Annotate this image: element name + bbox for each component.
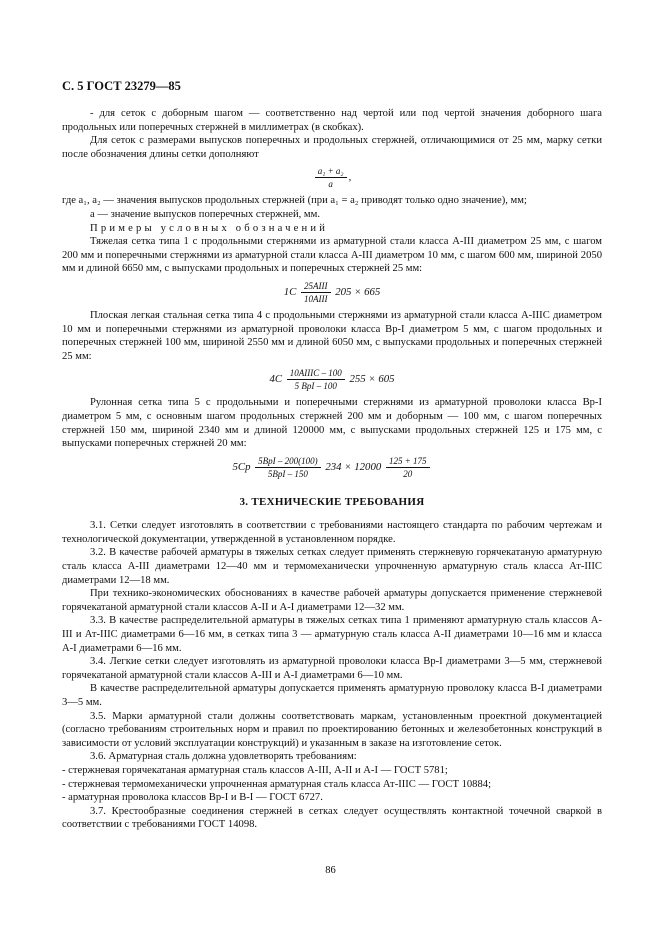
fraction-denominator: 20 xyxy=(403,468,413,479)
fraction-numerator: a₁ + a₂ xyxy=(315,165,347,178)
paragraph: - для сеток с доборным шагом — соответственно над чертой или под чертой значения доборного шага продольных или поперечных стержней в миллиметрах (в скобках). xyxy=(62,108,602,133)
formula-prefix: 4С xyxy=(269,373,283,386)
formula-prefix: 1С xyxy=(283,285,297,298)
paragraph: При технико-экономических обоснованиях в качестве рабочей арматуры допускается применение стержневой горячекатаной арматурной стали классов А-II и А-I диаметрами 12—32 мм. xyxy=(62,588,602,613)
fraction-numerator: 5ВрI – 200(100) xyxy=(255,455,321,468)
formula-prefix: 5Ср xyxy=(232,460,251,473)
fraction-denominator: 5 ВрI – 100 xyxy=(294,381,337,392)
paragraph: 3.1. Сетки следует изготовлять в соответствии с требованиями настоящего стандарта по рабочим чертежам и технологической документации, утвержденной в установленном порядке. xyxy=(62,520,602,545)
document-body xyxy=(62,107,602,832)
formula-example-2 xyxy=(62,367,602,392)
formula-outlet xyxy=(62,165,602,190)
section-title: 3. ТЕХНИЧЕСКИЕ ТРЕБОВАНИЯ xyxy=(239,495,425,508)
fraction-numerator: 125 + 175 xyxy=(386,455,430,468)
fraction-denominator: 10АIII xyxy=(304,293,328,304)
list-item: - арматурная проволока классов Вр-I и В-I — ГОСТ 6727. xyxy=(62,792,323,804)
paragraph: где a₁, a₂ — значения выпусков продольных стержней (при a₁ = a₂ приводят только одно значение), мм; xyxy=(62,195,527,207)
formula-suffix: 255 × 605 xyxy=(349,373,395,386)
paragraph: 3.7. Крестообразные соединения стержней в сетках следует осуществлять контактной точечной сваркой в соответствии с требованиями ГОСТ 14098. xyxy=(62,805,602,831)
formula-example-1 xyxy=(62,280,602,305)
fraction-numerator: 10АIIIС – 100 xyxy=(287,367,345,380)
page-number: 86 xyxy=(325,865,336,876)
fraction-numerator: 25АIII xyxy=(301,280,331,293)
fraction xyxy=(255,455,321,480)
fraction xyxy=(287,367,345,392)
formula-tail: , xyxy=(348,171,352,184)
formula-example-3 xyxy=(62,455,602,480)
fraction-denominator: a xyxy=(328,179,333,190)
paragraph: 3.2. В качестве рабочей арматуры в тяжелых сетках следует применять стержневую горячекатаную арматурную сталь класса А-III диаметрами 12—40 мм и термомеханически упрочненную арматурную сталь класса Ат-IIIС диаметрами 12—18 мм. xyxy=(62,547,602,586)
paragraph: 3.6. Арматурная сталь должна удовлетворять требованиям: xyxy=(90,751,357,763)
examples-title: Примеры условных обозначений xyxy=(90,222,329,234)
paragraph: Плоская легкая стальная сетка типа 4 с продольными стержнями из арматурной стали класса А-IIIС диаметром 10 мм и поперечными стержнями из арматурной проволоки класса Вр-I диаметром 5 мм, с шагом продольных и поперечных стержней 100 мм, шириной 2550 мм и длиной 6050 мм, с выпусками продольных и поперечных стержней 25 мм: xyxy=(62,309,602,362)
fraction xyxy=(386,455,430,480)
fraction xyxy=(301,280,331,305)
paragraph: 3.5. Марки арматурной стали должны соответствовать маркам, установленным проектной документацией (согласно требованиям строительных норм и правил по проектированию бетонных и железобетонных конструкций в зависимости от условий эксплуатации конструкций) и указанным в заказе на изготовление сеток. xyxy=(62,710,602,749)
paragraph: Тяжелая сетка типа 1 с продольными стержнями из арматурной стали класса А-III диаметром 25 мм, с шагом 200 мм и поперечными стержнями из арматурной стали класса А-III диаметром 10 мм, с шагом 600 мм, шириной 2050 мм и длиной 6650 мм, с выпусками продольных и поперечных стержней 25 мм: xyxy=(62,236,602,275)
paragraph: Рулонная сетка типа 5 с продольными и поперечными стержнями из арматурной проволоки класса Вр-I диаметром 5 мм, с основным шагом продольных стержней 200 мм и доборным — 100 мм, с шагом поперечных стержней 150 мм, шириной 2340 мм и длиной 120000 мм, с выпусками продольных стержней 125 и 175 мм, с выпусками поперечных стержней 20 мм: xyxy=(62,397,602,450)
list-item: - стержневая горячекатаная арматурная сталь классов А-III, А-II и А-I — ГОСТ 5781; xyxy=(62,764,448,776)
formula-middle: 234 × 12000 xyxy=(325,460,382,473)
paragraph: Для сеток с размерами выпусков поперечных и продольных стержней, отличающимися от 25 мм, марку сетки после обозначения длины сетки дополняют xyxy=(62,135,602,160)
fraction-denominator: 5ВрI – 150 xyxy=(267,468,308,479)
paragraph: a — значение выпусков поперечных стержней, мм. xyxy=(90,208,320,220)
paragraph: 3.4. Легкие сетки следует изготовлять из арматурной проволоки класса Вр-I диаметрами 3—5 мм, стержневой горячекатаной арматурной стали классов А-III и А-I диаметрами 6—10 мм. xyxy=(62,656,602,681)
page-header: С. 5 ГОСТ 23279—85 xyxy=(62,79,181,93)
paragraph: В качестве распределительной арматуры допускается применять арматурную проволоку класса В-I диаметрами 3—5 мм. xyxy=(62,683,602,708)
formula-suffix: 205 × 665 xyxy=(335,285,381,298)
paragraph: 3.3. В качестве распределительной арматуры в тяжелых сетках типа 1 применяют арматурную сталь классов А-III и Ат-IIIС диаметрами 6—16 мм, в сетках типа 3 — арматурную сталь класса А-II диаметрами 10—16 мм и класса А-I диаметрами 6—16 мм. xyxy=(62,615,602,654)
list-item: - стержневая термомеханически упрочненная арматурная сталь класса Ат-IIIС — ГОСТ 10884; xyxy=(62,778,492,790)
fraction xyxy=(315,165,347,190)
